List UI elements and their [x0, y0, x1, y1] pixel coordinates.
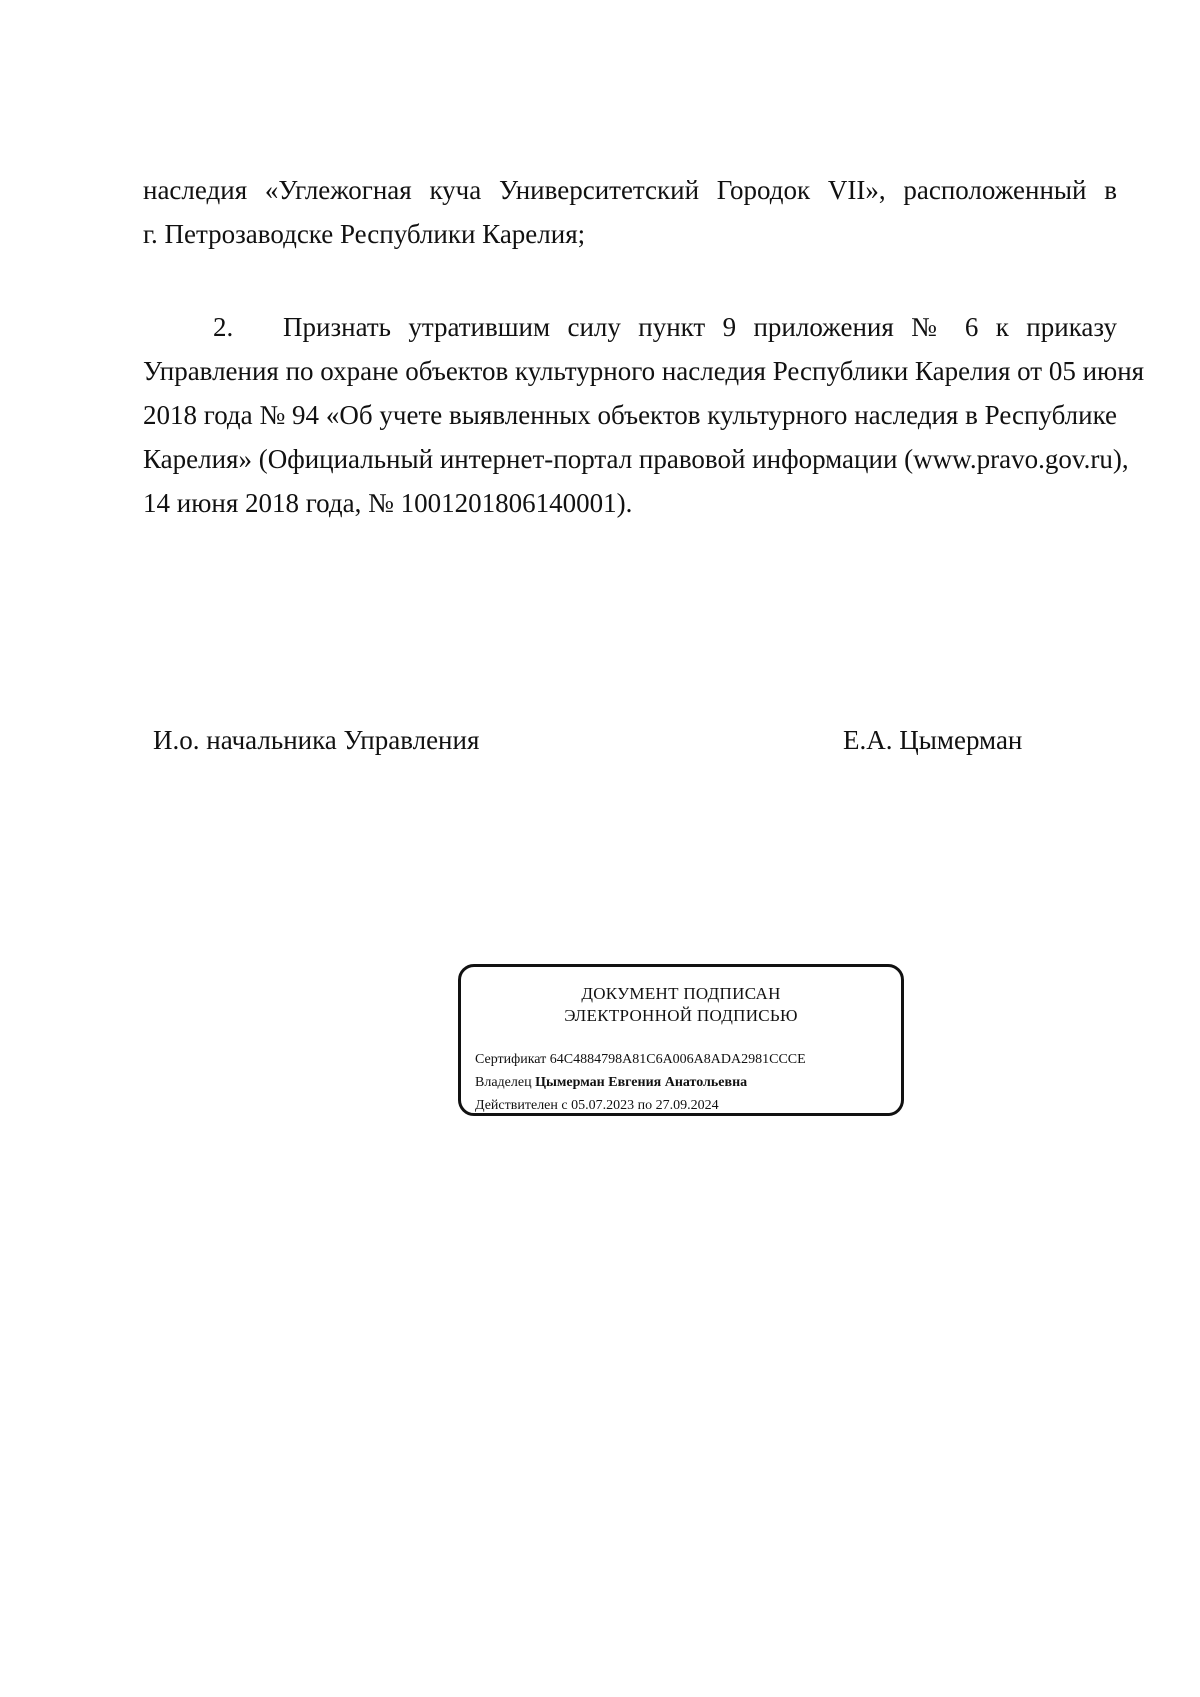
certificate-value: 64C4884798A81C6A006A8ADA2981CCCE: [549, 1052, 806, 1067]
paragraph-1-line-2: г. Петрозаводске Республики Карелия;: [143, 219, 586, 249]
paragraph-2: [143, 305, 1145, 525]
valid-from: 05.07.2023: [571, 1098, 635, 1113]
stamp-validity-row: [475, 1097, 719, 1115]
valid-to: 27.09.2024: [655, 1098, 719, 1113]
paragraph-1-line-1: наследия «Углежогная куча Университетский Городок VII», расположенный в: [143, 175, 1117, 205]
owner-label: Владелец: [475, 1075, 532, 1090]
stamp-title-line-2: ЭЛЕКТРОННОЙ ПОДПИСЬЮ: [564, 1006, 798, 1025]
stamp-title: [461, 983, 901, 1027]
stamp-owner-row: [475, 1074, 747, 1092]
paragraph-2-line-3: 2018 года № 94 «Об учете выявленных объектов культурного наследия в Республике: [143, 400, 1117, 430]
valid-to-label: по: [637, 1098, 653, 1113]
paragraph-2-first-line: [143, 305, 1117, 349]
stamp-title-line-1: ДОКУМЕНТ ПОДПИСАН: [581, 984, 781, 1003]
signatory-position: И.о. начальника Управления: [153, 725, 480, 755]
signatory-name: Е.А. Цымерман: [843, 725, 1023, 755]
certificate-label: Сертификат: [475, 1052, 547, 1067]
paragraph-2-line-5: 14 июня 2018 года, № 1001201806140001).: [143, 488, 633, 518]
paragraph-2-first-line-text: Признать утратившим силу пункт 9 приложения № 6 к приказу: [283, 312, 1117, 342]
electronic-signature-stamp: [458, 964, 904, 1116]
stamp-certificate-row: [475, 1051, 806, 1069]
paragraph-2-line-4: Карелия» (Официальный интернет-портал правовой информации (www.pravo.gov.ru),: [143, 444, 1129, 474]
valid-label: Действителен с: [475, 1098, 568, 1113]
owner-value: Цымерман Евгения Анатольевна: [535, 1075, 748, 1090]
paragraph-2-line-2: Управления по охране объектов культурного наследия Республики Карелия от 05 июня: [143, 356, 1145, 386]
paragraph-1: [143, 168, 1117, 256]
item-number: 2.: [213, 312, 234, 342]
